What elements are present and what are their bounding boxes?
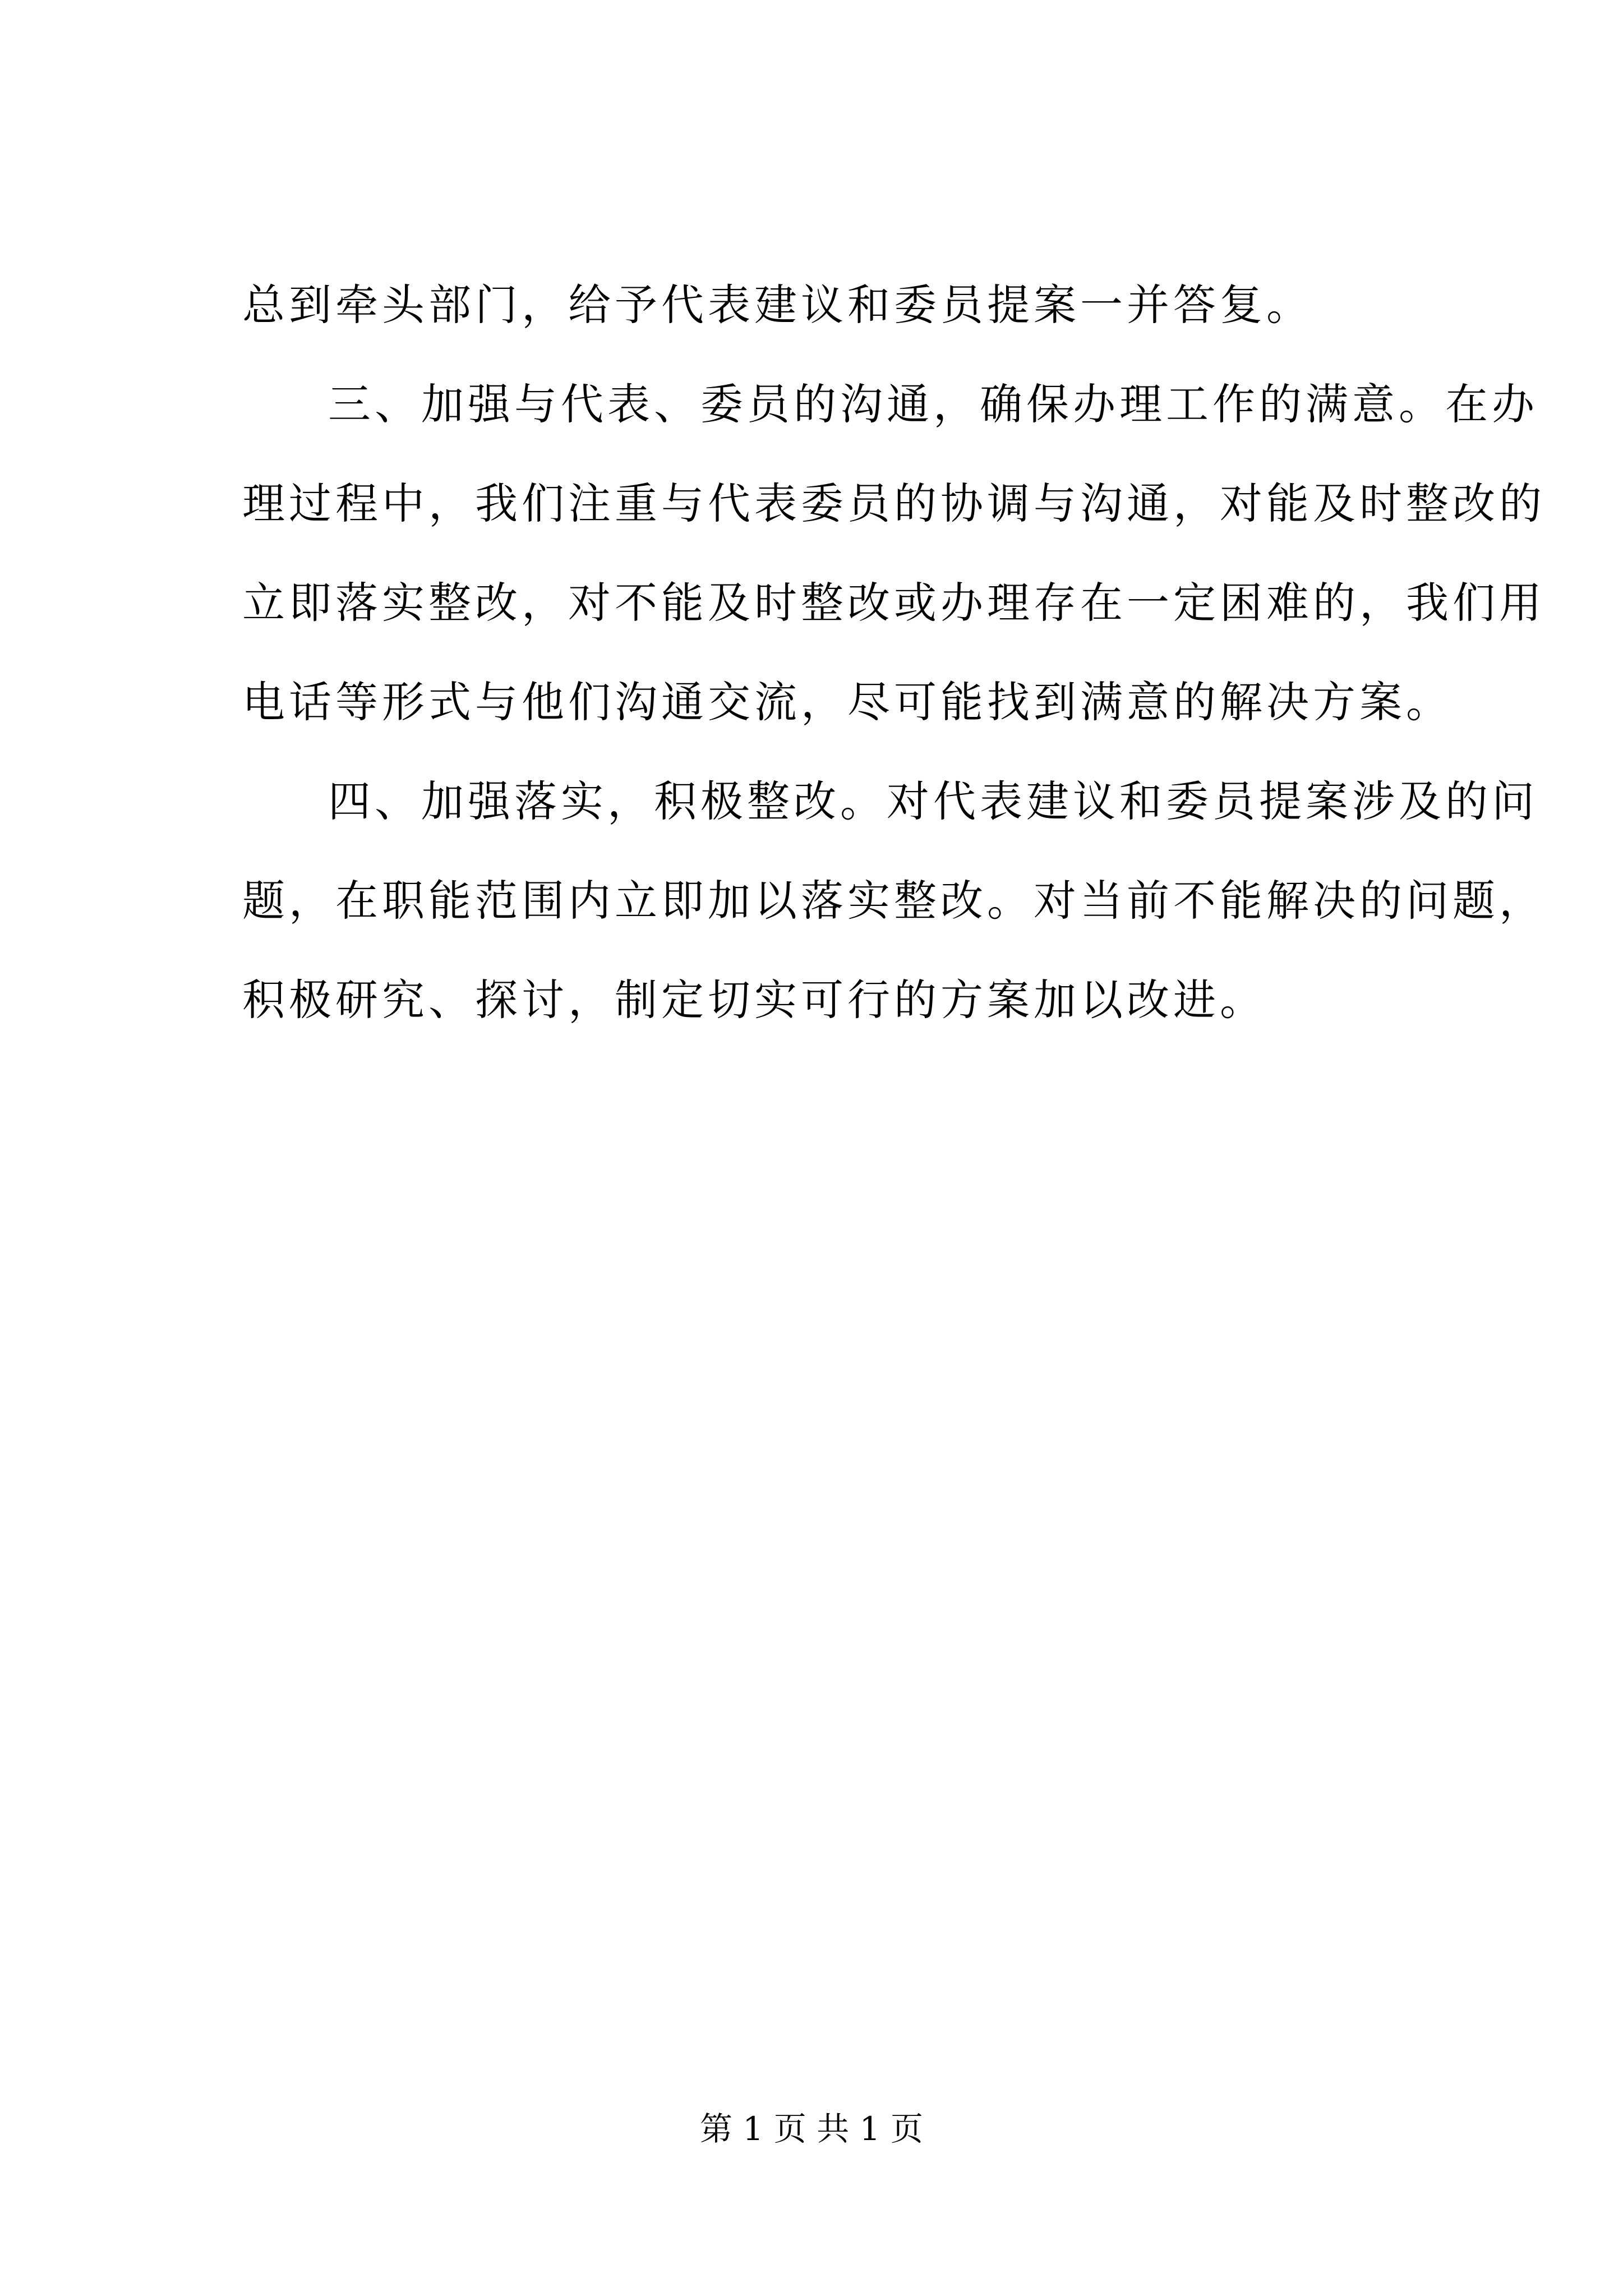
page-number-footer: 第 1 页 共 1 页 [700, 2110, 923, 2148]
document-body [242, 255, 1546, 1050]
paragraph-line: 四、加强落实，积极整改。对代表建议和委员提案涉及的问 [328, 776, 1538, 826]
paragraph-line: 电话等形式与他们沟通交流，尽可能找到满意的解决方案。 [242, 677, 1453, 727]
paragraph-line: 题，在职能范围内立即加以落实整改。对当前不能解决的问题， [242, 876, 1546, 926]
paragraph-line: 立即落实整改，对不能及时整改或办理存在一定困难的，我们用 [242, 578, 1546, 628]
paragraph-line: 总到牵头部门，给予代表建议和委员提案一并答复。 [242, 280, 1313, 330]
paragraph-line: 三、加强与代表、委员的沟通，确保办理工作的满意。在办 [328, 379, 1538, 429]
paragraph-line: 理过程中，我们注重与代表委员的协调与沟通，对能及时整改的 [242, 478, 1546, 528]
paragraph-line: 积极研究、探讨，制定切实可行的方案加以改进。 [242, 975, 1266, 1025]
